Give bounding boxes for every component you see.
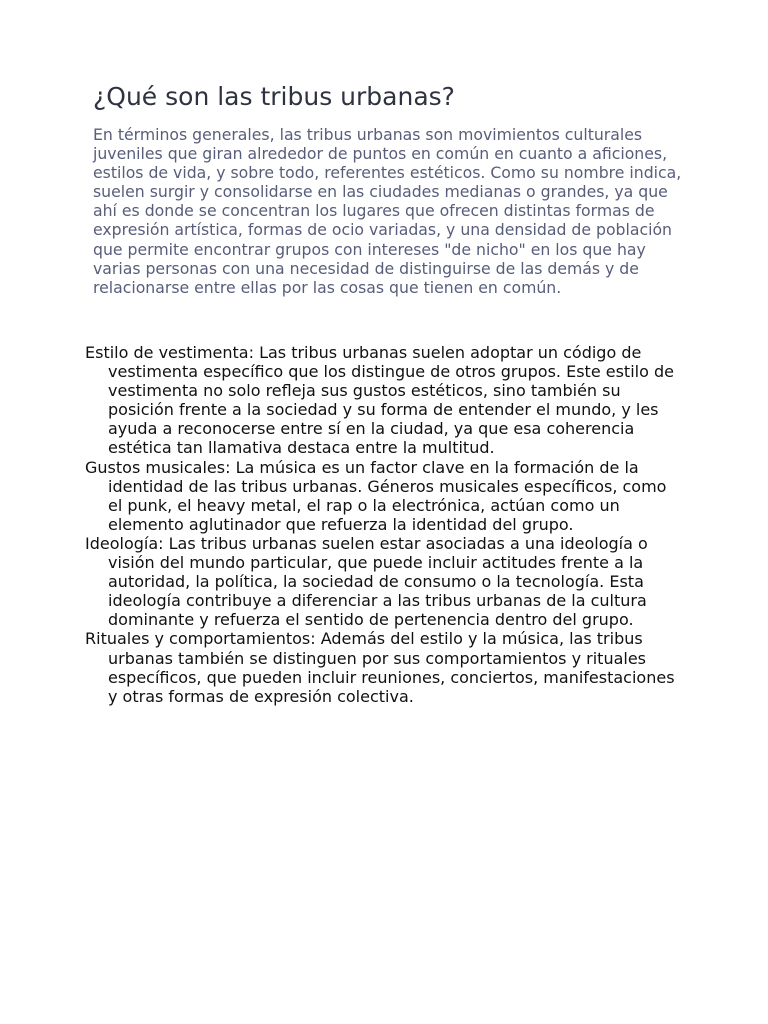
feature-rituals-behaviours: Rituales y comportamientos: Además del estilo y la música, las tribus urbanas también se distinguen por sus comportamientos y rituales específicos, que pueden incluir reuniones, conciertos, manifestaciones y otras formas de expresión colectiva. bbox=[85, 629, 675, 706]
intro-paragraph: En términos generales, las tribus urbanas son movimientos culturales juveniles que giran alrededor de puntos en común en cuanto a aficiones, estilos de vida, y sobre todo, referentes estéticos. Como su nombre indica, suelen surgir y consolidarse en las ciudades medianas o grandes, ya que ahí es donde se concentran los lugares que ofrecen distintas formas de expresión artística, formas de ocio variadas, y una densidad de población que permite encontrar grupos con intereses "de nicho" en los que hay varias personas con una necesidad de distinguirse de las demás y de relacionarse entre ellas por las cosas que tienen en común. bbox=[93, 125, 682, 297]
feature-ideology: Ideología: Las tribus urbanas suelen estar asociadas a una ideología o visión del mundo particular, que puede incluir actitudes frente a la autoridad, la política, la sociedad de consumo o la tecnología. Esta ideología contribuye a diferenciar a las tribus urbanas de la cultura dominante y refuerza el sentido de pertenencia dentro del grupo. bbox=[85, 533, 648, 630]
feature-musical-taste: Gustos musicales: La música es un factor clave en la formación de la identidad de las tribus urbanas. Géneros musicales específicos, como el punk, el heavy metal, el rap o la electrónica, actúan como un elemento aglutinador que refuerza la identidad del grupo. bbox=[85, 457, 667, 534]
page-title: ¿Qué son las tribus urbanas? bbox=[93, 82, 455, 111]
features-list bbox=[85, 343, 681, 706]
feature-clothing-style: Estilo de vestimenta: Las tribus urbanas suelen adoptar un código de vestimenta específico que los distingue de otros grupos. Este estilo de vestimenta no solo refleja sus gustos estéticos, sino también su posición frente a la sociedad y su forma de entender el mundo, y les ayuda a reconocerse entre sí en la ciudad, ya que esa coherencia estética tan llamativa destaca entre la multitud. bbox=[85, 343, 674, 458]
